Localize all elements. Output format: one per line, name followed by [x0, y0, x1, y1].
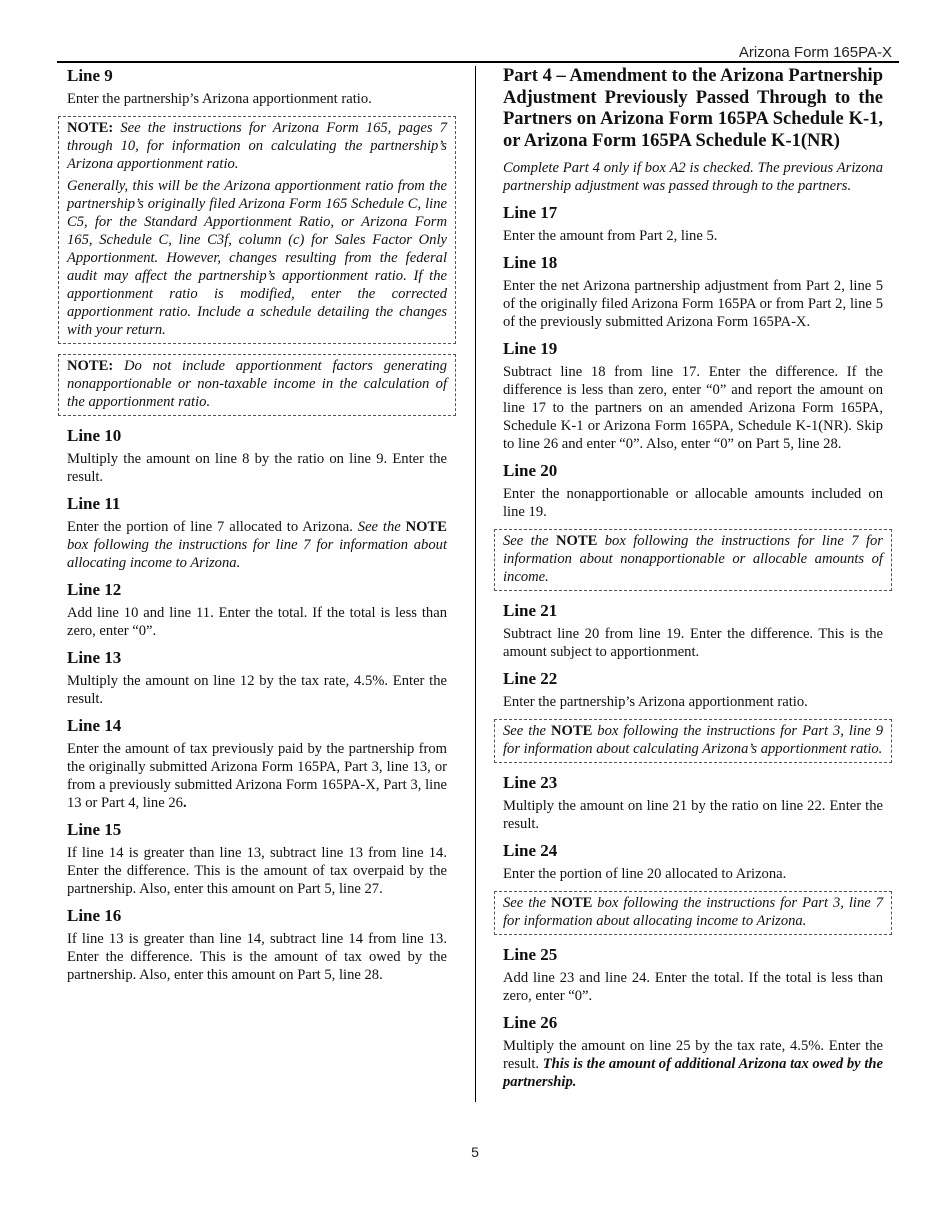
note-text: See the instructions for Arizona Form 165, pages 7 through 10, for information on calculating the partnership’s Arizona apportionment ratio.: [67, 120, 447, 172]
line-11-heading: Line 11: [67, 494, 121, 513]
line-26-heading: Line 26: [503, 1013, 558, 1032]
line-20-note-paragraph: [503, 532, 883, 586]
line-26-text: [503, 1037, 883, 1091]
line-19-heading: Line 19: [503, 339, 558, 358]
line-23-text: Multiply the amount on line 21 by the ratio on line 22. Enter the result.: [503, 798, 883, 832]
line-22-heading: Line 22: [503, 669, 558, 688]
line-9-heading: Line 9: [67, 66, 113, 85]
line-14-text: [67, 740, 447, 812]
line-13-heading: Line 13: [67, 648, 122, 667]
form-name-header: Arizona Form 165PA-X: [738, 44, 892, 61]
note-bold: NOTE: [551, 723, 593, 739]
header-rule: [57, 61, 899, 63]
line-14-heading: Line 14: [67, 716, 122, 735]
note-text-b: box following the instructions for line 7 for information about nonapportionable or allocable amounts of income.: [503, 533, 883, 585]
page-number: 5: [471, 1144, 479, 1160]
line-11-text-bold: NOTE: [405, 519, 447, 535]
line-11-text-italic-a: See the: [357, 519, 406, 535]
line-25-text: Add line 23 and line 24. Enter the total. If the total is less than zero, enter “0”.: [503, 970, 883, 1004]
line-17-heading: Line 17: [503, 203, 558, 222]
line-12-text: Add line 10 and line 11. Enter the total. If the total is less than zero, enter “0”.: [67, 605, 447, 639]
line-9-note-box: [58, 116, 456, 344]
line-22-note-box: [494, 719, 892, 763]
line-15-text: If line 14 is greater than line 13, subtract line 13 from line 14. Enter the difference. This is the amount of tax overpaid by the partnership. Also, enter this amount on Part 5, line 27.: [67, 845, 447, 897]
right-column: [503, 66, 883, 1099]
left-column: [67, 66, 447, 992]
line-22-note-paragraph: [503, 722, 883, 758]
line-11-text: [67, 518, 447, 572]
line-9-note-paragraph: [67, 119, 447, 173]
note-text-b: box following the instructions for Part 3, line 9 for information about calculating Arizona’s apportionment ratio.: [503, 723, 883, 757]
note-text-a: See the: [503, 533, 556, 549]
note-label: NOTE:: [67, 358, 114, 374]
line-22-text: Enter the partnership’s Arizona apportionment ratio.: [503, 694, 808, 710]
note-bold: NOTE: [551, 895, 593, 911]
line-21-text: Subtract line 20 from line 19. Enter the difference. This is the amount subject to apportionment.: [503, 626, 883, 660]
line-15-heading: Line 15: [67, 820, 122, 839]
line-18-heading: Line 18: [503, 253, 558, 272]
line-9-text: Enter the partnership’s Arizona apportionment ratio.: [67, 91, 372, 107]
note-text-b: box following the instructions for Part 3, line 7 for information about allocating income to Arizona.: [503, 895, 883, 929]
line-26-text-bold-italic: This is the amount of additional Arizona tax owed by the partnership.: [503, 1056, 883, 1090]
line-9-note-paragraph-2: Generally, this will be the Arizona apportionment ratio from the partnership’s originally filed Arizona Form 165 Schedule C, line C5, for the Standard Apportionment Ratio, or Arizona Form 165, Schedule C, line C3f, column (c) for Sales Factor Only Apportionment. However, changes resulting from the federal audit may affect the partnership’s apportionment ratio. If the apportionment ratio is modified, enter the corrected apportionment ratio. Include a schedule detailing the changes with your return.: [67, 178, 447, 338]
line-20-text: Enter the nonapportionable or allocable amounts included on line 19.: [503, 486, 883, 520]
line-21-heading: Line 21: [503, 601, 558, 620]
line-19-text: Subtract line 18 from line 17. Enter the difference. If the difference is less than zero, enter “0” and report the amount on line 17 to the partners on an amended Arizona Form 165PA, Schedule K-1 or Arizona Form 165PA, Schedule K-1(NR). Skip to line 26 and enter “0”. Also, enter “0” on Part 5, line 28.: [503, 364, 883, 452]
note-text: Do not include apportionment factors generating nonapportionable or non-taxable income in the calculation of the apportionment ratio.: [67, 358, 447, 410]
line-20-heading: Line 20: [503, 461, 558, 480]
line-26-text-plain: Multiply the amount on line 25 by the tax rate, 4.5%. Enter the result.: [503, 1038, 883, 1072]
column-divider: [475, 66, 476, 1102]
line-14-text-plain: Enter the amount of tax previously paid by the partnership from the originally submitted Arizona Form 165PA, Part 3, line 13, or from a previously submitted Arizona Form 165PA-X, Part 3, line 13 or Part 4, line 26: [67, 741, 447, 811]
line-9-note2-paragraph: [67, 357, 447, 411]
line-12-heading: Line 12: [67, 580, 122, 599]
line-23-heading: Line 23: [503, 773, 558, 792]
line-11-text-italic-b: box following the instructions for line 7 for information about allocating income to Arizona.: [67, 537, 447, 571]
note-text-a: See the: [503, 895, 551, 911]
line-10-heading: Line 10: [67, 426, 122, 445]
line-11-text-plain: Enter the portion of line 7 allocated to Arizona.: [67, 519, 358, 535]
part-4-intro: Complete Part 4 only if box A2 is checked. The previous Arizona partnership adjustment was passed through to the partners.: [503, 160, 883, 194]
line-18-text: Enter the net Arizona partnership adjustment from Part 2, line 5 of the originally filed Arizona Form 165PA or from Part 2, line 5 of the previously submitted Arizona Form 165PA-X.: [503, 278, 883, 330]
line-16-heading: Line 16: [67, 906, 122, 925]
line-24-heading: Line 24: [503, 841, 558, 860]
note-text-a: See the: [503, 723, 551, 739]
line-24-text: Enter the portion of line 20 allocated to Arizona.: [503, 866, 787, 882]
note-label: NOTE:: [67, 120, 114, 136]
line-25-heading: Line 25: [503, 945, 558, 964]
note-bold: NOTE: [555, 533, 598, 549]
line-20-note-box: [494, 529, 892, 591]
line-14-text-end: .: [182, 795, 187, 811]
line-13-text: Multiply the amount on line 12 by the tax rate, 4.5%. Enter the result.: [67, 673, 447, 707]
line-16-text: If line 13 is greater than line 14, subtract line 14 from line 13. Enter the difference. This is the amount of tax owed by the partnership. Also, enter this amount on Part 5, line 28.: [67, 931, 447, 983]
line-10-text: Multiply the amount on line 8 by the ratio on line 9. Enter the result.: [67, 451, 447, 485]
line-24-note-box: [494, 891, 892, 935]
line-9-note-box-2: [58, 354, 456, 416]
line-24-note-paragraph: [503, 894, 883, 930]
part-4-title: Part 4 – Amendment to the Arizona Partnership Adjustment Previously Passed Through to the Partners on Arizona Form 165PA Schedule K-1, or Arizona Form 165PA Schedule K-1(NR): [503, 66, 883, 151]
line-17-text: Enter the amount from Part 2, line 5.: [503, 228, 718, 244]
